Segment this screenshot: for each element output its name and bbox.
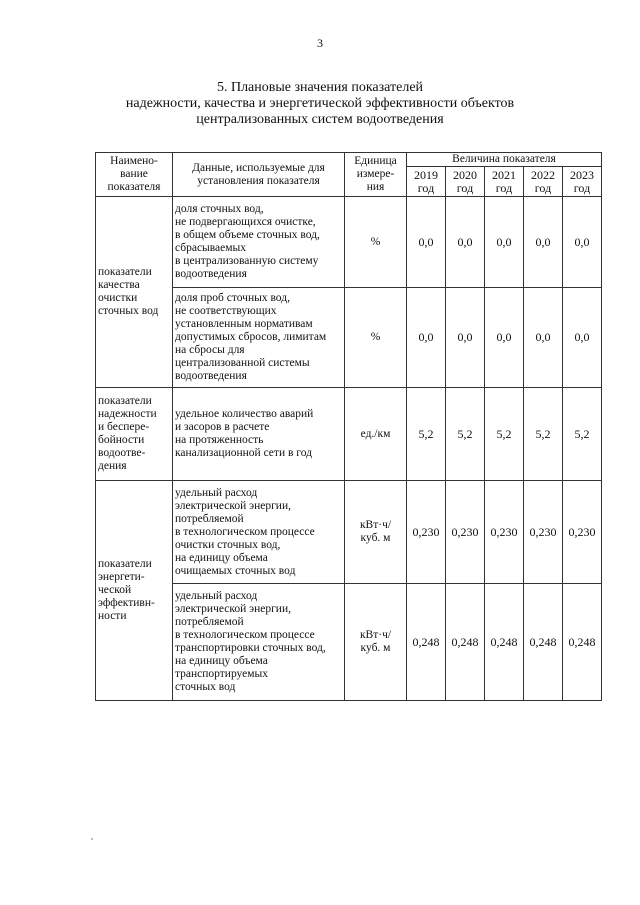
indicator-description bbox=[173, 388, 345, 481]
indicator-group-name-line: сточных вод bbox=[98, 305, 159, 317]
indicator-description-line: доля сточных вод, bbox=[175, 203, 264, 215]
indicator-description-line: удельный расход bbox=[175, 590, 258, 602]
title-line-1: 5. Плановые значения показателей bbox=[216, 80, 424, 95]
table-row bbox=[96, 197, 602, 288]
indicator-value-2019: 0,0 bbox=[407, 197, 446, 288]
indicator-value-2023: 0,0 bbox=[563, 288, 602, 388]
title-line-2: надежности, качества и энергетической эффективности объектов bbox=[125, 96, 515, 111]
header-value-group: Величина показателя bbox=[407, 153, 602, 167]
indicator-unit bbox=[345, 481, 407, 584]
header-data-cell-line: установления показателя bbox=[197, 174, 320, 187]
indicator-description-line: удельный расход bbox=[175, 486, 258, 499]
indicator-unit bbox=[345, 388, 407, 481]
indicator-description-line: в централизованную систему bbox=[175, 255, 319, 267]
indicator-description-line: в технологическом процессе bbox=[175, 629, 315, 641]
indicator-unit-line: ед./км bbox=[360, 427, 391, 440]
header-name-cell-line: вание bbox=[120, 168, 148, 180]
header-year-2022 bbox=[524, 167, 563, 197]
indicators-table bbox=[95, 152, 602, 701]
scan-artifact bbox=[91, 838, 93, 840]
indicator-group-name-line: очистки bbox=[98, 292, 138, 304]
indicator-description-line: на единицу объема bbox=[175, 655, 268, 667]
indicator-value-2022: 0,230 bbox=[524, 481, 563, 584]
indicator-description-line: очистки сточных вод, bbox=[175, 538, 281, 551]
header-name-cell bbox=[96, 153, 173, 197]
header-year-text: 2021 bbox=[492, 167, 516, 182]
header-year-text: год bbox=[573, 180, 591, 195]
indicator-description-line: транспортировки сточных вод, bbox=[175, 642, 326, 654]
indicator-description-line: установленным нормативам bbox=[175, 318, 313, 330]
indicator-description-line: допустимых сбросов, лимитам bbox=[175, 331, 327, 343]
indicator-value-2023: 0,248 bbox=[563, 584, 602, 701]
indicator-value-2021: 5,2 bbox=[485, 388, 524, 481]
indicator-description-line: канализационной сети в год bbox=[175, 447, 312, 459]
indicator-value-2019: 0,230 bbox=[407, 481, 446, 584]
indicator-description-line: сточных вод bbox=[175, 681, 236, 693]
header-year-text: 2023 bbox=[570, 167, 594, 182]
indicator-group-name-line: бойности bbox=[98, 434, 145, 446]
header-year-2019 bbox=[407, 167, 446, 197]
title-line-3: централизованных систем водоотведения bbox=[196, 112, 444, 127]
header-year-2021 bbox=[485, 167, 524, 197]
header-year-text: год bbox=[456, 180, 474, 195]
indicator-group-name-line: ческой bbox=[98, 584, 132, 596]
indicator-value-2023: 0,230 bbox=[563, 481, 602, 584]
indicator-group-name-line: эффективн- bbox=[98, 597, 155, 609]
indicator-description-line: водоотведения bbox=[175, 370, 247, 382]
page-number: 3 bbox=[317, 36, 323, 50]
indicator-value-2022: 0,0 bbox=[524, 197, 563, 288]
indicator-group-name bbox=[96, 388, 173, 481]
indicator-unit bbox=[345, 197, 407, 288]
header-name-cell-line: Наимено- bbox=[110, 155, 158, 167]
indicator-description-line: доля проб сточных вод, bbox=[175, 292, 290, 304]
indicator-value-2019: 5,2 bbox=[407, 388, 446, 481]
indicator-value-2019: 0,248 bbox=[407, 584, 446, 701]
header-data-cell bbox=[173, 153, 345, 197]
header-unit-cell-line: Единица bbox=[354, 155, 397, 167]
indicator-description bbox=[173, 288, 345, 388]
indicator-group-name-line: ности bbox=[98, 610, 127, 622]
indicator-value-2022: 0,248 bbox=[524, 584, 563, 701]
indicator-group-name-line: качества bbox=[98, 279, 140, 291]
indicator-description-line: электрической энергии, bbox=[175, 499, 291, 512]
indicator-description bbox=[173, 197, 345, 288]
indicator-description bbox=[173, 481, 345, 584]
indicator-description-line: сбрасываемых bbox=[175, 242, 247, 254]
indicator-description-line: транспортируемых bbox=[175, 668, 269, 680]
indicator-unit-line: куб. м bbox=[360, 642, 391, 654]
indicator-description-line: очищаемых сточных вод bbox=[175, 564, 296, 577]
indicator-value-2020: 0,230 bbox=[446, 481, 485, 584]
indicator-unit-line: % bbox=[370, 331, 381, 343]
header-unit-cell-line: измере- bbox=[356, 168, 395, 180]
indicator-description-line: на единицу объема bbox=[175, 551, 268, 564]
header-year-text: 2020 bbox=[453, 167, 477, 182]
table-row bbox=[96, 388, 602, 481]
indicator-description-line: не соответствующих bbox=[175, 305, 277, 317]
indicator-value-2020: 5,2 bbox=[446, 388, 485, 481]
indicator-group-name-line: и беспере- bbox=[98, 421, 150, 433]
indicator-value-2022: 0,0 bbox=[524, 288, 563, 388]
indicator-description-line: потребляемой bbox=[175, 512, 244, 525]
header-year-text: 2019 bbox=[414, 167, 438, 182]
indicator-description-line: в общем объеме сточных вод, bbox=[175, 229, 320, 241]
indicator-group-name-line: показатели bbox=[98, 395, 152, 407]
indicator-value-2023: 0,0 bbox=[563, 197, 602, 288]
indicator-value-2020: 0,0 bbox=[446, 197, 485, 288]
header-year-2023 bbox=[563, 167, 602, 197]
indicator-group-name-line: энергети- bbox=[98, 571, 145, 583]
indicator-description-line: на сбросы для bbox=[175, 344, 245, 356]
indicator-value-2021: 0,0 bbox=[485, 197, 524, 288]
indicator-unit-line: кВт·ч/ bbox=[359, 519, 392, 531]
indicator-description-line: потребляемой bbox=[175, 616, 244, 628]
indicator-group-name-line: надежности bbox=[98, 408, 157, 420]
indicator-value-2019: 0,0 bbox=[407, 288, 446, 388]
header-unit-cell bbox=[345, 153, 407, 197]
indicator-description-line: удельное количество аварий bbox=[175, 408, 314, 420]
indicator-description-line: централизованной системы bbox=[175, 357, 310, 369]
indicator-value-2021: 0,248 bbox=[485, 584, 524, 701]
indicator-group-name bbox=[96, 197, 173, 388]
indicator-value-2020: 0,0 bbox=[446, 288, 485, 388]
indicator-value-2020: 0,248 bbox=[446, 584, 485, 701]
indicator-group-name bbox=[96, 481, 173, 701]
indicator-description-line: водоотведения bbox=[175, 268, 247, 280]
header-year-text: год bbox=[417, 180, 435, 195]
header-year-text: 2022 bbox=[531, 167, 555, 182]
table-row bbox=[96, 481, 602, 584]
indicator-value-2023: 5,2 bbox=[563, 388, 602, 481]
header-data-cell-line: Данные, используемые для bbox=[192, 161, 325, 174]
indicator-description-line: не подвергающихся очистке, bbox=[175, 216, 316, 228]
header-year-text: год bbox=[495, 180, 513, 195]
header-name-cell-line: показателя bbox=[107, 181, 161, 193]
header-year-2020 bbox=[446, 167, 485, 197]
indicator-description-line: на протяженность bbox=[175, 434, 264, 446]
indicator-unit-line: кВт·ч/ bbox=[359, 629, 392, 641]
indicator-group-name-line: водоотве- bbox=[98, 447, 146, 459]
indicator-unit-line: % bbox=[370, 235, 381, 248]
header-unit-cell-line: ния bbox=[366, 181, 385, 193]
indicator-description-line: электрической энергии, bbox=[175, 603, 291, 615]
indicator-unit bbox=[345, 584, 407, 701]
indicator-value-2022: 5,2 bbox=[524, 388, 563, 481]
document-title bbox=[0, 80, 640, 128]
indicator-value-2021: 0,230 bbox=[485, 481, 524, 584]
indicator-group-name-line: показатели bbox=[98, 558, 152, 570]
indicator-value-2021: 0,0 bbox=[485, 288, 524, 388]
indicator-description-line: и засоров в расчете bbox=[175, 421, 270, 433]
indicator-unit bbox=[345, 288, 407, 388]
header-year-text: год bbox=[534, 180, 552, 195]
indicator-description-line: в технологическом процессе bbox=[175, 525, 315, 538]
indicator-group-name-line: показатели bbox=[98, 266, 152, 278]
indicator-unit-line: куб. м bbox=[360, 532, 391, 544]
indicator-description bbox=[173, 584, 345, 701]
indicator-group-name-line: дения bbox=[98, 460, 127, 472]
